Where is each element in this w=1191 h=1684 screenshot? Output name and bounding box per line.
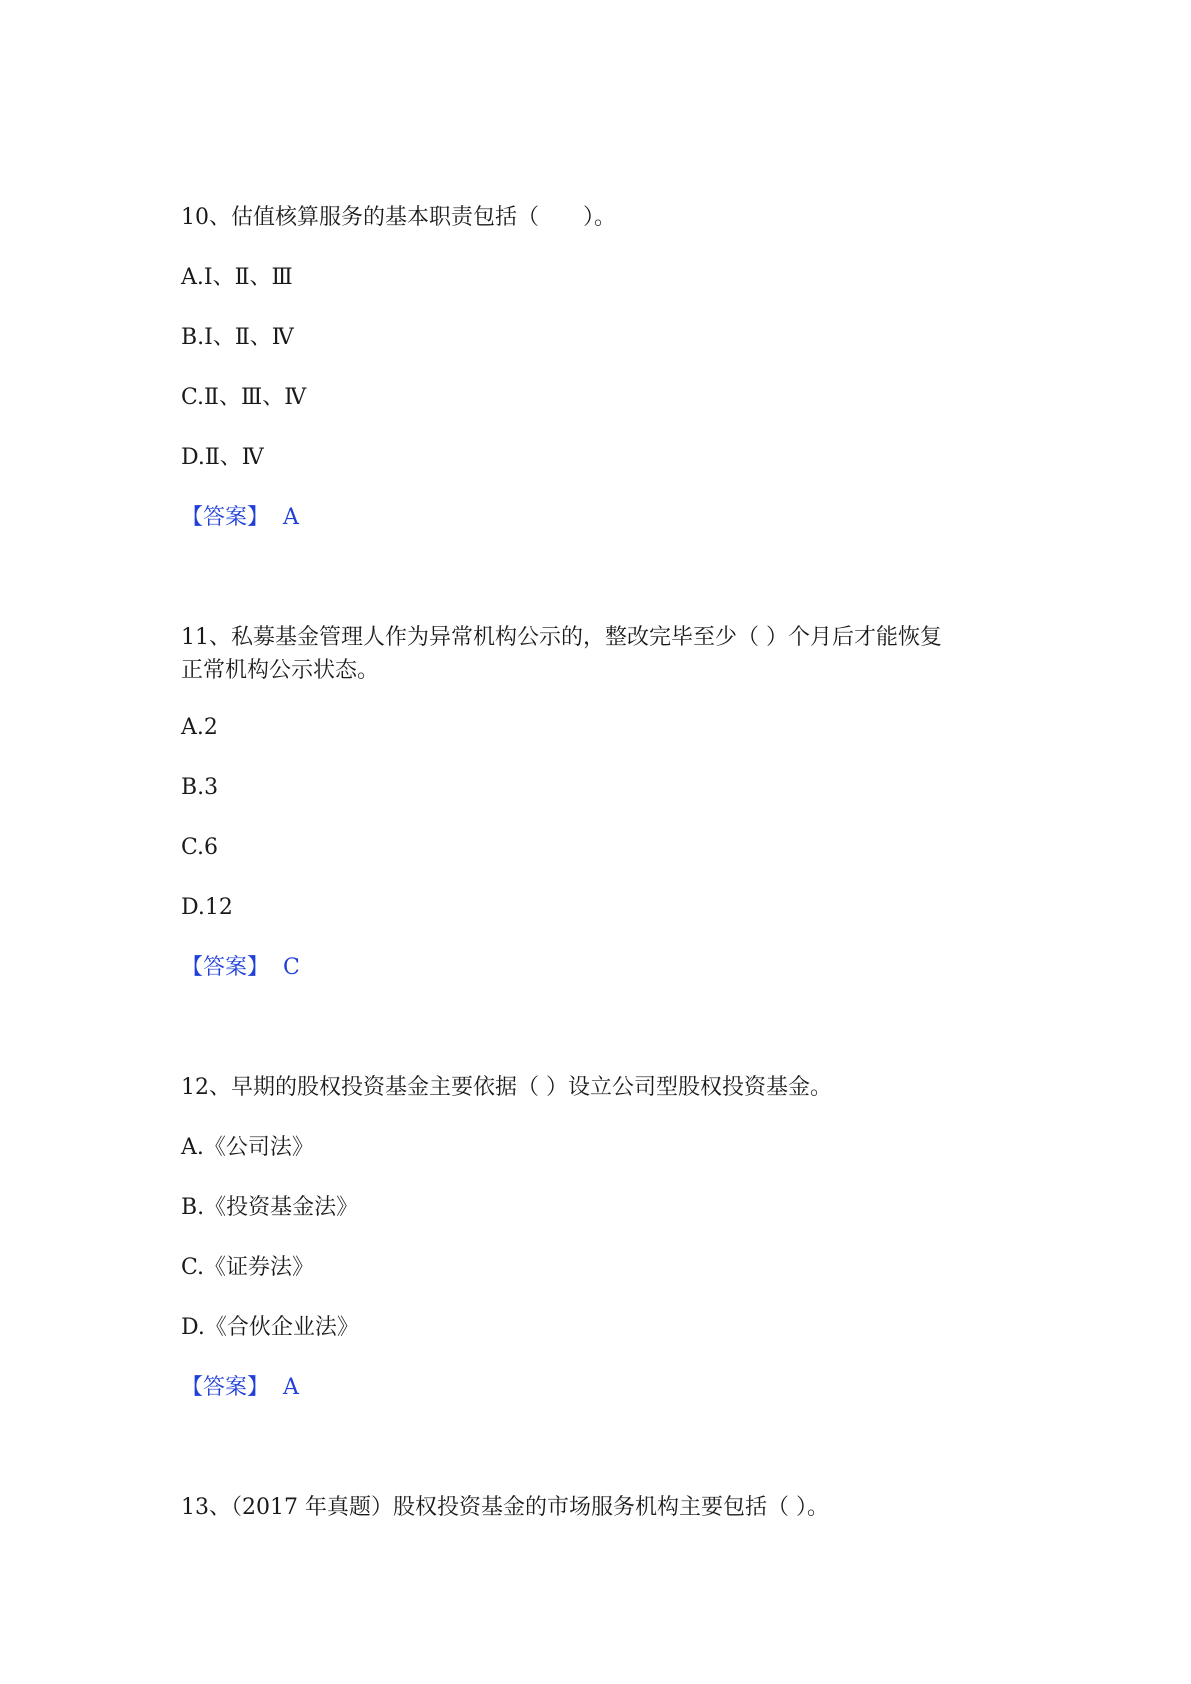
answer-value: C (283, 955, 300, 980)
question-11-answer (181, 952, 300, 984)
question-10-option-c: C.Ⅱ、Ⅲ、Ⅳ (181, 385, 307, 410)
answer-label: 【答案】 (181, 955, 270, 980)
question-11-stem-line-2: 正常机构公示状态。 (181, 658, 380, 683)
question-10-option-b: B.Ⅰ、Ⅱ、Ⅳ (181, 325, 294, 350)
question-12-answer (181, 1372, 299, 1404)
answer-value: A (283, 505, 299, 530)
answer-label: 【答案】 (181, 1375, 270, 1400)
question-13-stem: 13、（2017 年真题）股权投资基金的市场服务机构主要包括（ ）。 (181, 1495, 829, 1520)
question-10-stem: 10、估值核算服务的基本职责包括（ ）。 (181, 205, 616, 230)
question-10-option-d: D.Ⅱ、Ⅳ (181, 445, 264, 470)
question-10-answer (181, 502, 299, 534)
question-11-stem-line-1: 11、私募基金管理人作为异常机构公示的，整改完毕至少（ ）个月后才能恢复 (181, 625, 942, 650)
question-10-option-a: A.Ⅰ、Ⅱ、Ⅲ (181, 265, 293, 290)
question-12-option-a: A.《公司法》 (181, 1135, 314, 1160)
question-12-option-d: D.《合伙企业法》 (181, 1315, 359, 1340)
question-11-option-d: D.12 (181, 895, 233, 920)
question-12-option-b: B.《投资基金法》 (181, 1195, 359, 1220)
question-11-option-a: A.2 (181, 715, 218, 740)
answer-label: 【答案】 (181, 505, 270, 530)
question-11-option-c: C.6 (181, 835, 219, 860)
question-12-option-c: C.《证券法》 (181, 1255, 315, 1280)
question-12-stem: 12、早期的股权投资基金主要依据（ ）设立公司型股权投资基金。 (181, 1075, 832, 1100)
answer-value: A (283, 1375, 299, 1400)
question-11-option-b: B.3 (181, 775, 219, 800)
